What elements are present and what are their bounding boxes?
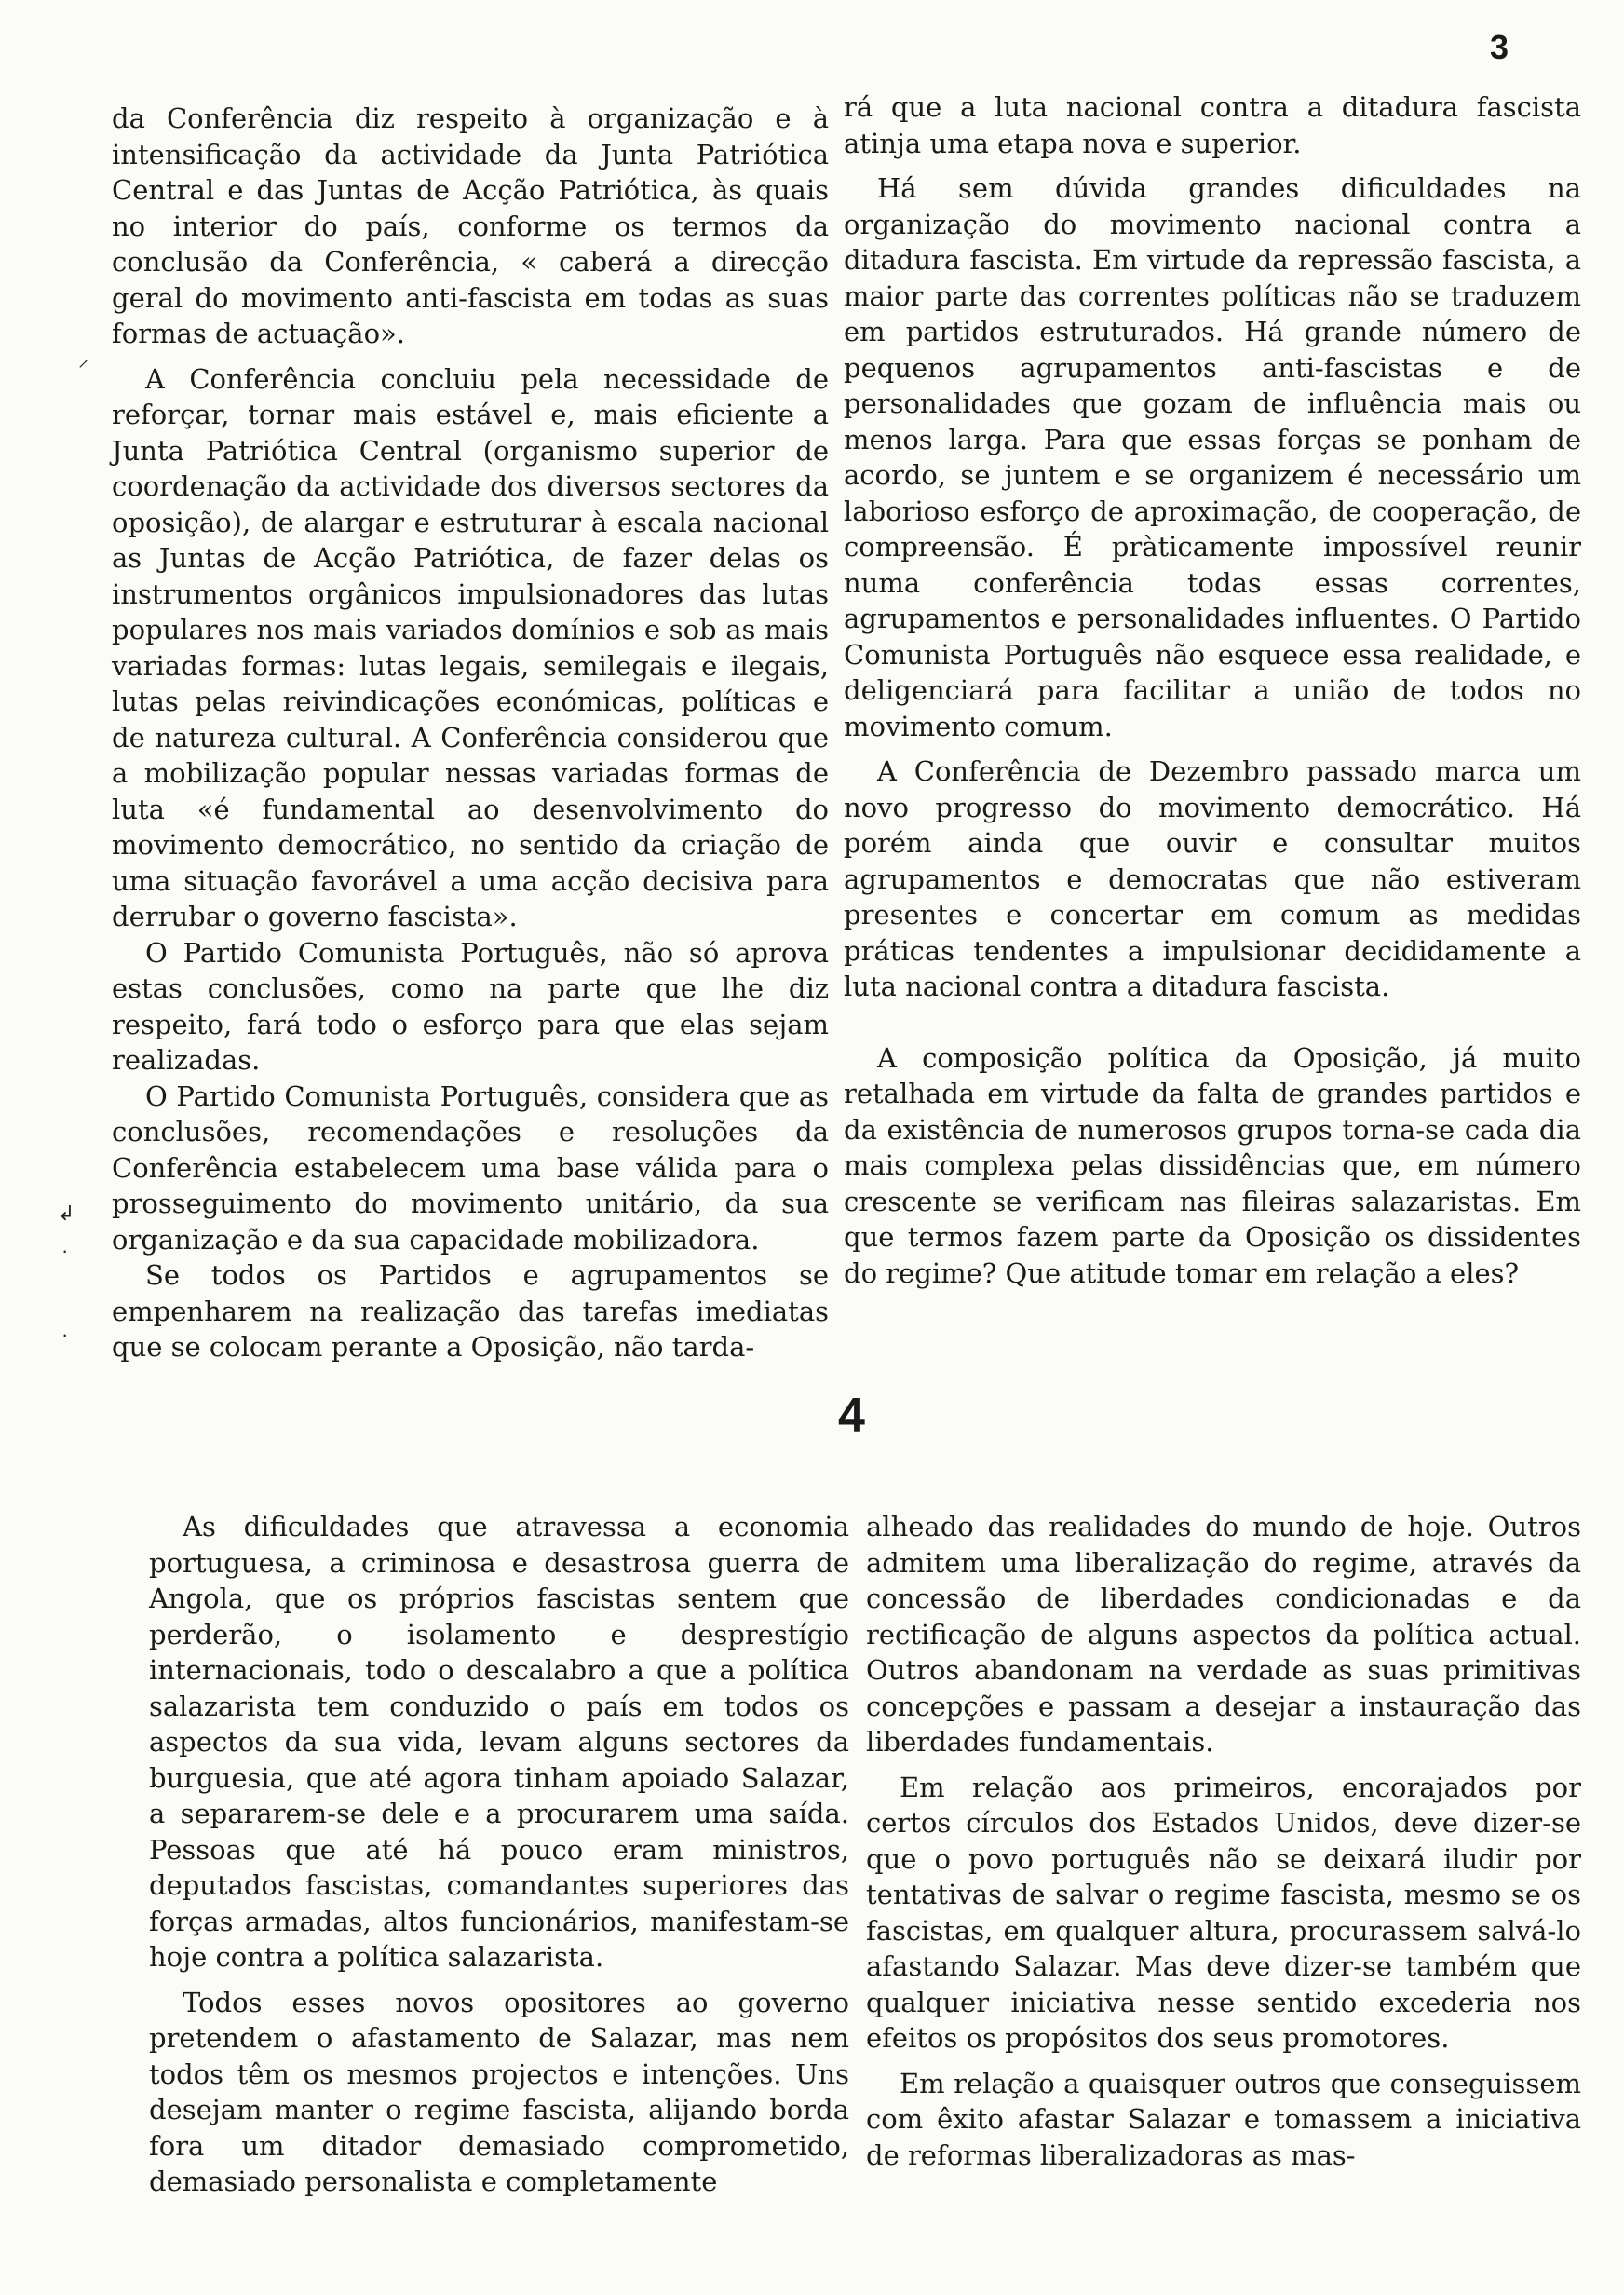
paragraph: Todos esses novos opositores ao governo pretendem o afastamento de Salazar, mas nem todos têm os mesmos projectos e intenções. Uns desejam manter o regime fascista, alijando borda fora um ditador demasiado comprometido, demasiado personalista e completamente — [149, 1986, 849, 2197]
column-top-left — [112, 101, 829, 1365]
paragraph: alheado das realidades do mundo de hoje. Outros admitem uma liberalização do regime, através da concessão de liberdades condicionadas e da rectificação de alguns aspectos da política actual. Outros abandonam na verdade as suas primitivas concepções e passam a desejar a instauração das liberdades fundamentais. — [866, 1511, 1581, 1758]
paragraph: da Conferência diz respeito à organização e à intensificação da actividade da Junta Patriótica Central e das Juntas de Acção Patriótica, às quais no interior do país, conforme os termos da conclusão da Conferência, « caberá a direcção geral do movimento anti-fascista em todas as suas formas de actuação». — [112, 102, 829, 349]
paragraph: Há sem dúvida grandes dificuldades na organização do movimento nacional contra a ditadura fascista. Em virtude da repressão fascista, a maior parte das correntes políticas não se traduzem em partidos estruturados. Há grande número de pequenos agrupamentos anti-fascistas e de personalidades que gozam de influência mais ou menos larga. Para que essas forças se ponham de acordo, se juntem e se organizem é necessário um laborioso esforço de aproximação, de cooperação, de compreensão. É pràticamente impossível reunir numa conferência todas essas correntes, agrupamentos e personalidades influentes. O Partido Comunista Português não esquece essa realidade, e deligenciará para facilitar a união de todos no movimento comum. — [844, 172, 1581, 742]
paragraph: A Conferência concluiu pela necessidade de reforçar, tornar mais estável e, mais eficiente a Junta Patriótica Central (organismo superior de coordenação da actividade dos diversos sectores da oposição), de alargar e estruturar à escala nacional as Juntas de Acção Patriótica, de fazer delas os instrumentos orgânicos impulsionadores das lutas populares nos mais variados domínios e sob as mais variadas formas: lutas legais, semilegais e ilegais, lutas pelas reivindicações económicas, políticas e de natureza cultural. A Conferência considerou que a mobilização popular nessas variadas formas de luta «é fundamental ao desenvolvimento do movimento democrático, no sentido da criação de uma situação favorável a uma acção decisiva para derrubar o governo fascista». — [112, 362, 829, 932]
paragraph: Se todos os Partidos e agrupamentos se empenharem na realização das tarefas imediatas que se colocam perante a Oposição, não tarda- — [112, 1259, 829, 1363]
paragraph: A Conferência de Dezembro passado marca um novo progresso do movimento democrático. Há porém ainda que ouvir e consultar muitos agrupamentos e democratas que não estiveram presentes e concertar em comum as medidas práticas tendentes a impulsionar decididamente a luta nacional contra a ditadura fascista. — [844, 755, 1581, 1002]
paragraph: A composição política da Oposição, já muito retalhada em virtude da falta de grandes partidos e da existência de numerosos grupos torna-se cada dia mais complexa pelas dissidências que, em número crescente se verificam nas fileiras salazaristas. Em que termos fazem parte da Oposição os dissidentes do regime? Que atitude tomar em relação a eles? — [844, 1041, 1581, 1289]
page-number: 3 — [1490, 28, 1509, 66]
paragraph: Em relação aos primeiros, encorajados por certos círculos dos Estados Unidos, deve dizer-se que o povo português não se deixará iludir por tentativas de salvar o regime fascista, mesmo se os fascistas, em qualquer altura, procurassem salvá-lo afastando Salazar. Mas deve dizer-se também que qualquer iniciativa nesse sentido excederia nos efeitos os propósitos dos seus promotores. — [866, 1771, 1581, 2054]
column-bottom-left — [149, 1509, 849, 2200]
column-top-right — [844, 89, 1581, 1291]
margin-mark: ↲ — [58, 1202, 75, 1225]
paragraph: rá que a luta nacional contra a ditadura fascista atinja uma etapa nova e superior. — [844, 91, 1581, 159]
paragraph: Em relação a quaisquer outros que conseguissem com êxito afastar Salazar e tomassem a iniciativa de reformas liberalizadoras as mas- — [866, 2067, 1581, 2171]
margin-mark: · — [61, 1239, 69, 1262]
section-number: 4 — [838, 1389, 865, 1443]
paragraph: O Partido Comunista Português, considera que as conclusões, recomendações e resoluções da Conferência estabelecem uma base válida para o prosseguimento do movimento unitário, da sua organização e da sua capacidade mobilizadora. — [112, 1080, 829, 1256]
margin-mark: ⸝ — [78, 347, 89, 371]
column-bottom-right — [866, 1509, 1581, 2173]
margin-mark: · — [61, 1323, 69, 1346]
paragraph: O Partido Comunista Português, não só aprova estas conclusões, como na parte que lhe diz respeito, fará todo o esforço para que elas sejam realizadas. — [112, 936, 829, 1076]
paragraph: As dificuldades que atravessa a economia portuguesa, a criminosa e desastrosa guerra de Angola, que os próprios fascistas sentem que perderão, o isolamento e desprestígio internacionais, todo o descalabro a que a política salazarista tem conduzido o país em todos os aspectos da sua vida, levam alguns sectores da burguesia, que até agora tinham apoiado Salazar, a separarem-se dele e a procurarem uma saída. Pessoas que até há pouco eram ministros, deputados fascistas, comandantes superiores das forças armadas, altos funcionários, manifestam-se hoje contra a política salazarista. — [149, 1511, 849, 1973]
